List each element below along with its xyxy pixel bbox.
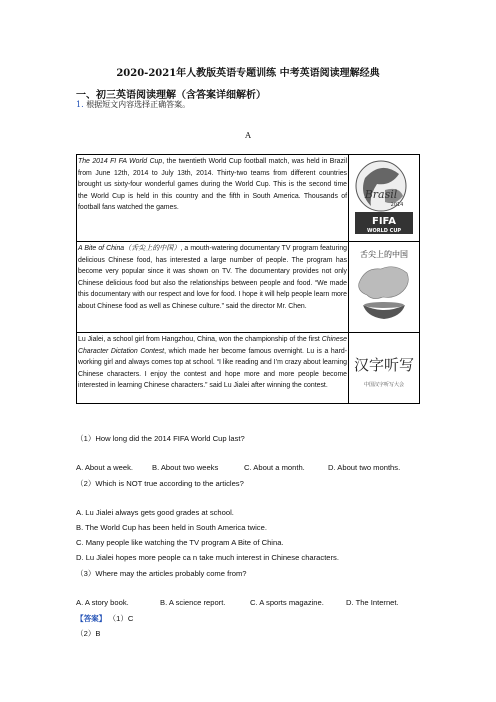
calligraphy-title: 舌尖上的中国 <box>360 250 408 259</box>
logo-worldcup: WORLD CUP <box>366 228 402 234</box>
question-2-option-b: B. The World Cup has been held in South America twice. <box>76 523 267 532</box>
dictation-contest-logo <box>351 334 417 398</box>
passage-label: A <box>245 131 251 140</box>
dictation-contest-image <box>349 333 420 404</box>
question-1-option-d: D. About two months. <box>328 463 401 472</box>
article-title: A Bite of China（舌尖上的中国） <box>78 245 181 252</box>
bite-of-china-image <box>349 242 420 333</box>
fifa-worldcup-logo <box>351 156 417 236</box>
document-title: 2020-2021年人教版英语专题训练 中考英语阅读理解经典 <box>116 68 380 79</box>
article-body: , which made her become famous overnight. Lu is a hard-working girl and always comes top at school. “I like reading and I’m crazy about learning Chinese characters. I enjoy the contest and hope more and more people become interested in learning Chinese characters.” said Lu Jialei after winning the contest. <box>78 347 348 389</box>
question-1-option-c: C. About a month. <box>244 463 305 472</box>
article-lead: Lu Jialei, a school girl from Hangzhou, China, won the championship of the first <box>78 336 322 343</box>
article-title: Chinese Character Dictation Contest <box>78 336 348 355</box>
article-title: The 2014 FI FA World Cup <box>78 158 163 165</box>
instruction-text: 根据短文内容选择正确答案。 <box>86 100 191 109</box>
article-row <box>77 242 420 333</box>
article-row <box>77 333 420 404</box>
worldcup-logo-image <box>349 155 420 242</box>
question-2-stem: （2）Which is NOT true according to the articles? <box>76 479 244 488</box>
article-lujialei-text <box>77 333 349 404</box>
china-map-logo <box>351 243 417 327</box>
logo-fifa: FIFA <box>372 216 396 227</box>
question-2-option-c: C. Many people like watching the TV program A Bite of China. <box>76 538 284 547</box>
answer-line-1 <box>76 613 133 624</box>
article-worldcup-text <box>77 155 349 242</box>
article-body: , a mouth-watering documentary TV program featuring delicious Chinese food, has interested a large number of people. The program has become very popular since it was shown on TV. The documentary provides not only Chinese delicious food but also the relationships between people and food. “We made this documentary with our respect and love for food. I hope it will help people learn more about Chinese food as well as Chinese culture.” said the director Mr. Chen. <box>78 245 348 310</box>
article-row <box>77 155 420 242</box>
question-3-option-b: B. A science report. <box>160 598 226 607</box>
logo-year: 2014 <box>390 202 404 208</box>
question-2-option-d: D. Lu Jialei hopes more people ca n take much interest in Chinese characters. <box>76 553 339 562</box>
question-1-option-b: B. About two weeks <box>152 463 219 472</box>
question-1-option-a: A. About a week. <box>76 463 133 472</box>
question-3-stem: （3）Where may the articles probably come from? <box>76 569 247 578</box>
question-number: 1. <box>76 100 84 109</box>
question-3-option-d: D. The Internet. <box>346 598 399 607</box>
logo-characters: 汉字听写 <box>353 356 415 374</box>
logo-caption: 中国汉字听写大会 <box>363 382 405 388</box>
logo-brasil: Brasil <box>364 188 398 201</box>
article-bitechina-text <box>77 242 349 333</box>
answer-2: （2）B <box>76 629 101 638</box>
question-3-option-c: C. A sports magazine. <box>250 598 324 607</box>
question-3-option-a: A. A story book. <box>76 598 129 607</box>
instruction <box>76 99 190 110</box>
answer-label: 【答案】 <box>76 614 107 623</box>
question-1-stem: （1）How long did the 2014 FIFA World Cup last? <box>76 434 245 443</box>
section-heading: 一、初三英语阅读理解（含答案详细解析） <box>76 90 266 101</box>
articles-table <box>76 154 420 404</box>
article-body: , the twentieth World Cup football match, was held in Brazil from June 12th, 2014 to July 13th, 2014. Thirty-two teams from different countries brought us sixty-four wonderful games during the World Cup. This is the second time the World Cup is held in this country and the fifth in South America. Thousands of football fans watched the games. <box>78 158 348 211</box>
answer-1: （1）C <box>108 614 134 623</box>
question-2-option-a: A. Lu Jialei always gets good grades at school. <box>76 508 234 517</box>
